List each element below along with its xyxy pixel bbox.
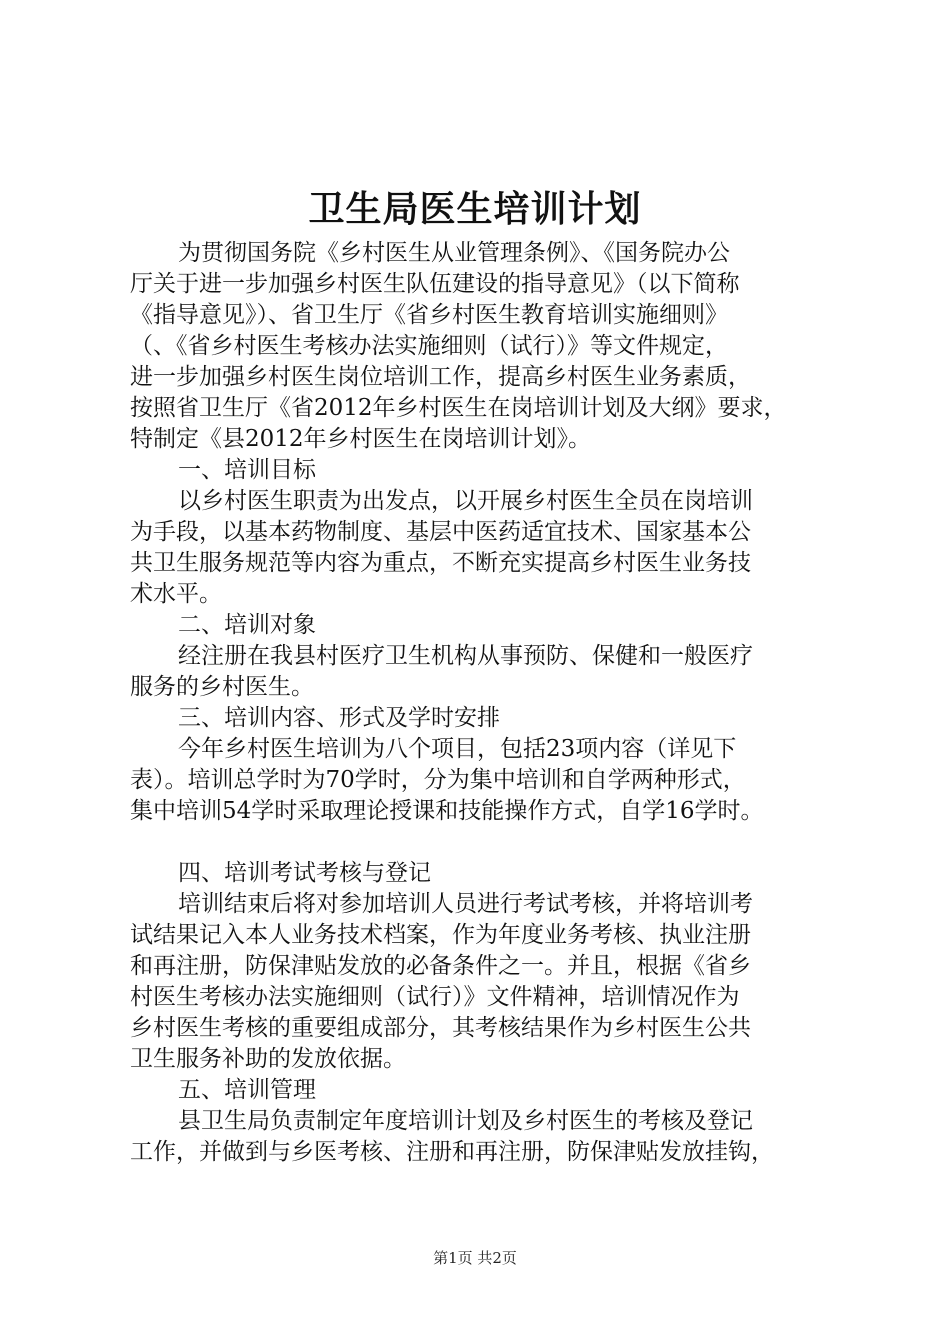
section-heading: 五、培训管理: [178, 1077, 316, 1103]
paragraph-line: 试结果记入本人业务技术档案，作为年度业务考核、执业注册: [130, 922, 751, 948]
paragraph-line: 进一步加强乡村医生岗位培训工作，提高乡村医生业务素质，: [130, 364, 751, 390]
paragraph-line: 村医生考核办法实施细则（试行）》文件精神，培训情况作为: [130, 984, 740, 1010]
paragraph-line: 《指导意见》）、省卫生厅《省乡村医生教育培训实施细则》: [130, 302, 728, 328]
paragraph-line: （、《省乡村医生考核办法实施细则（试行）》等文件规定，: [130, 333, 728, 359]
paragraph-line: 卫生服务补助的发放依据。: [130, 1046, 406, 1072]
paragraph-line: 服务的乡村医生。: [130, 674, 314, 700]
paragraph-line: 集中培训54学时采取理论授课和技能操作方式，自学16学时。: [130, 798, 764, 824]
section-heading: 三、培训内容、形式及学时安排: [178, 705, 500, 731]
blank-line: [130, 827, 835, 858]
document-body: [130, 238, 835, 1168]
paragraph-line: 为贯彻国务院《乡村医生从业管理条例》、《国务院办公: [178, 240, 730, 266]
paragraph-line: 厅关于进一步加强乡村医生队伍建设的指导意见》（以下简称: [130, 271, 740, 297]
paragraph-line: 今年乡村医生培训为八个项目，包括23项内容（详见下: [178, 736, 737, 762]
document-title: 卫生局医生培训计划: [308, 188, 642, 230]
paragraph-line: 乡村医生考核的重要组成部分，其考核结果作为乡村医生公共: [130, 1015, 751, 1041]
paragraph-line: 表）。培训总学时为70学时，分为集中培训和自学两种形式，: [130, 767, 746, 793]
paragraph-line: 特制定《县2012年乡村医生在岗培训计划》。: [130, 426, 592, 452]
paragraph-line: 和再注册，防保津贴发放的必备条件之一。并且，根据《省乡: [130, 953, 751, 979]
section-heading: 四、培训考试考核与登记: [178, 860, 431, 886]
paragraph-line: 县卫生局负责制定年度培训计划及乡村医生的考核及登记: [178, 1108, 753, 1134]
paragraph-line: 工作，并做到与乡医考核、注册和再注册，防保津贴发放挂钩，: [130, 1139, 774, 1165]
paragraph-line: 培训结束后将对参加培训人员进行考试考核，并将培训考: [178, 891, 753, 917]
section-heading: 二、培训对象: [178, 612, 316, 638]
paragraph-line: 按照省卫生厅《省2012年乡村医生在岗培训计划及大纲》要求，: [130, 395, 787, 421]
section-heading: 一、培训目标: [178, 457, 316, 483]
paragraph-line: 术水平。: [130, 581, 222, 607]
page-number-footer: 第1页 共2页: [433, 1249, 517, 1267]
paragraph-line: 经注册在我县村医疗卫生机构从事预防、保健和一般医疗: [178, 643, 753, 669]
paragraph-line: 共卫生服务规范等内容为重点，不断充实提高乡村医生业务技: [130, 550, 751, 576]
paragraph-line: 为手段，以基本药物制度、基层中医药适宜技术、国家基本公: [130, 519, 751, 545]
paragraph-line: 以乡村医生职责为出发点，以开展乡村医生全员在岗培训: [178, 488, 753, 514]
